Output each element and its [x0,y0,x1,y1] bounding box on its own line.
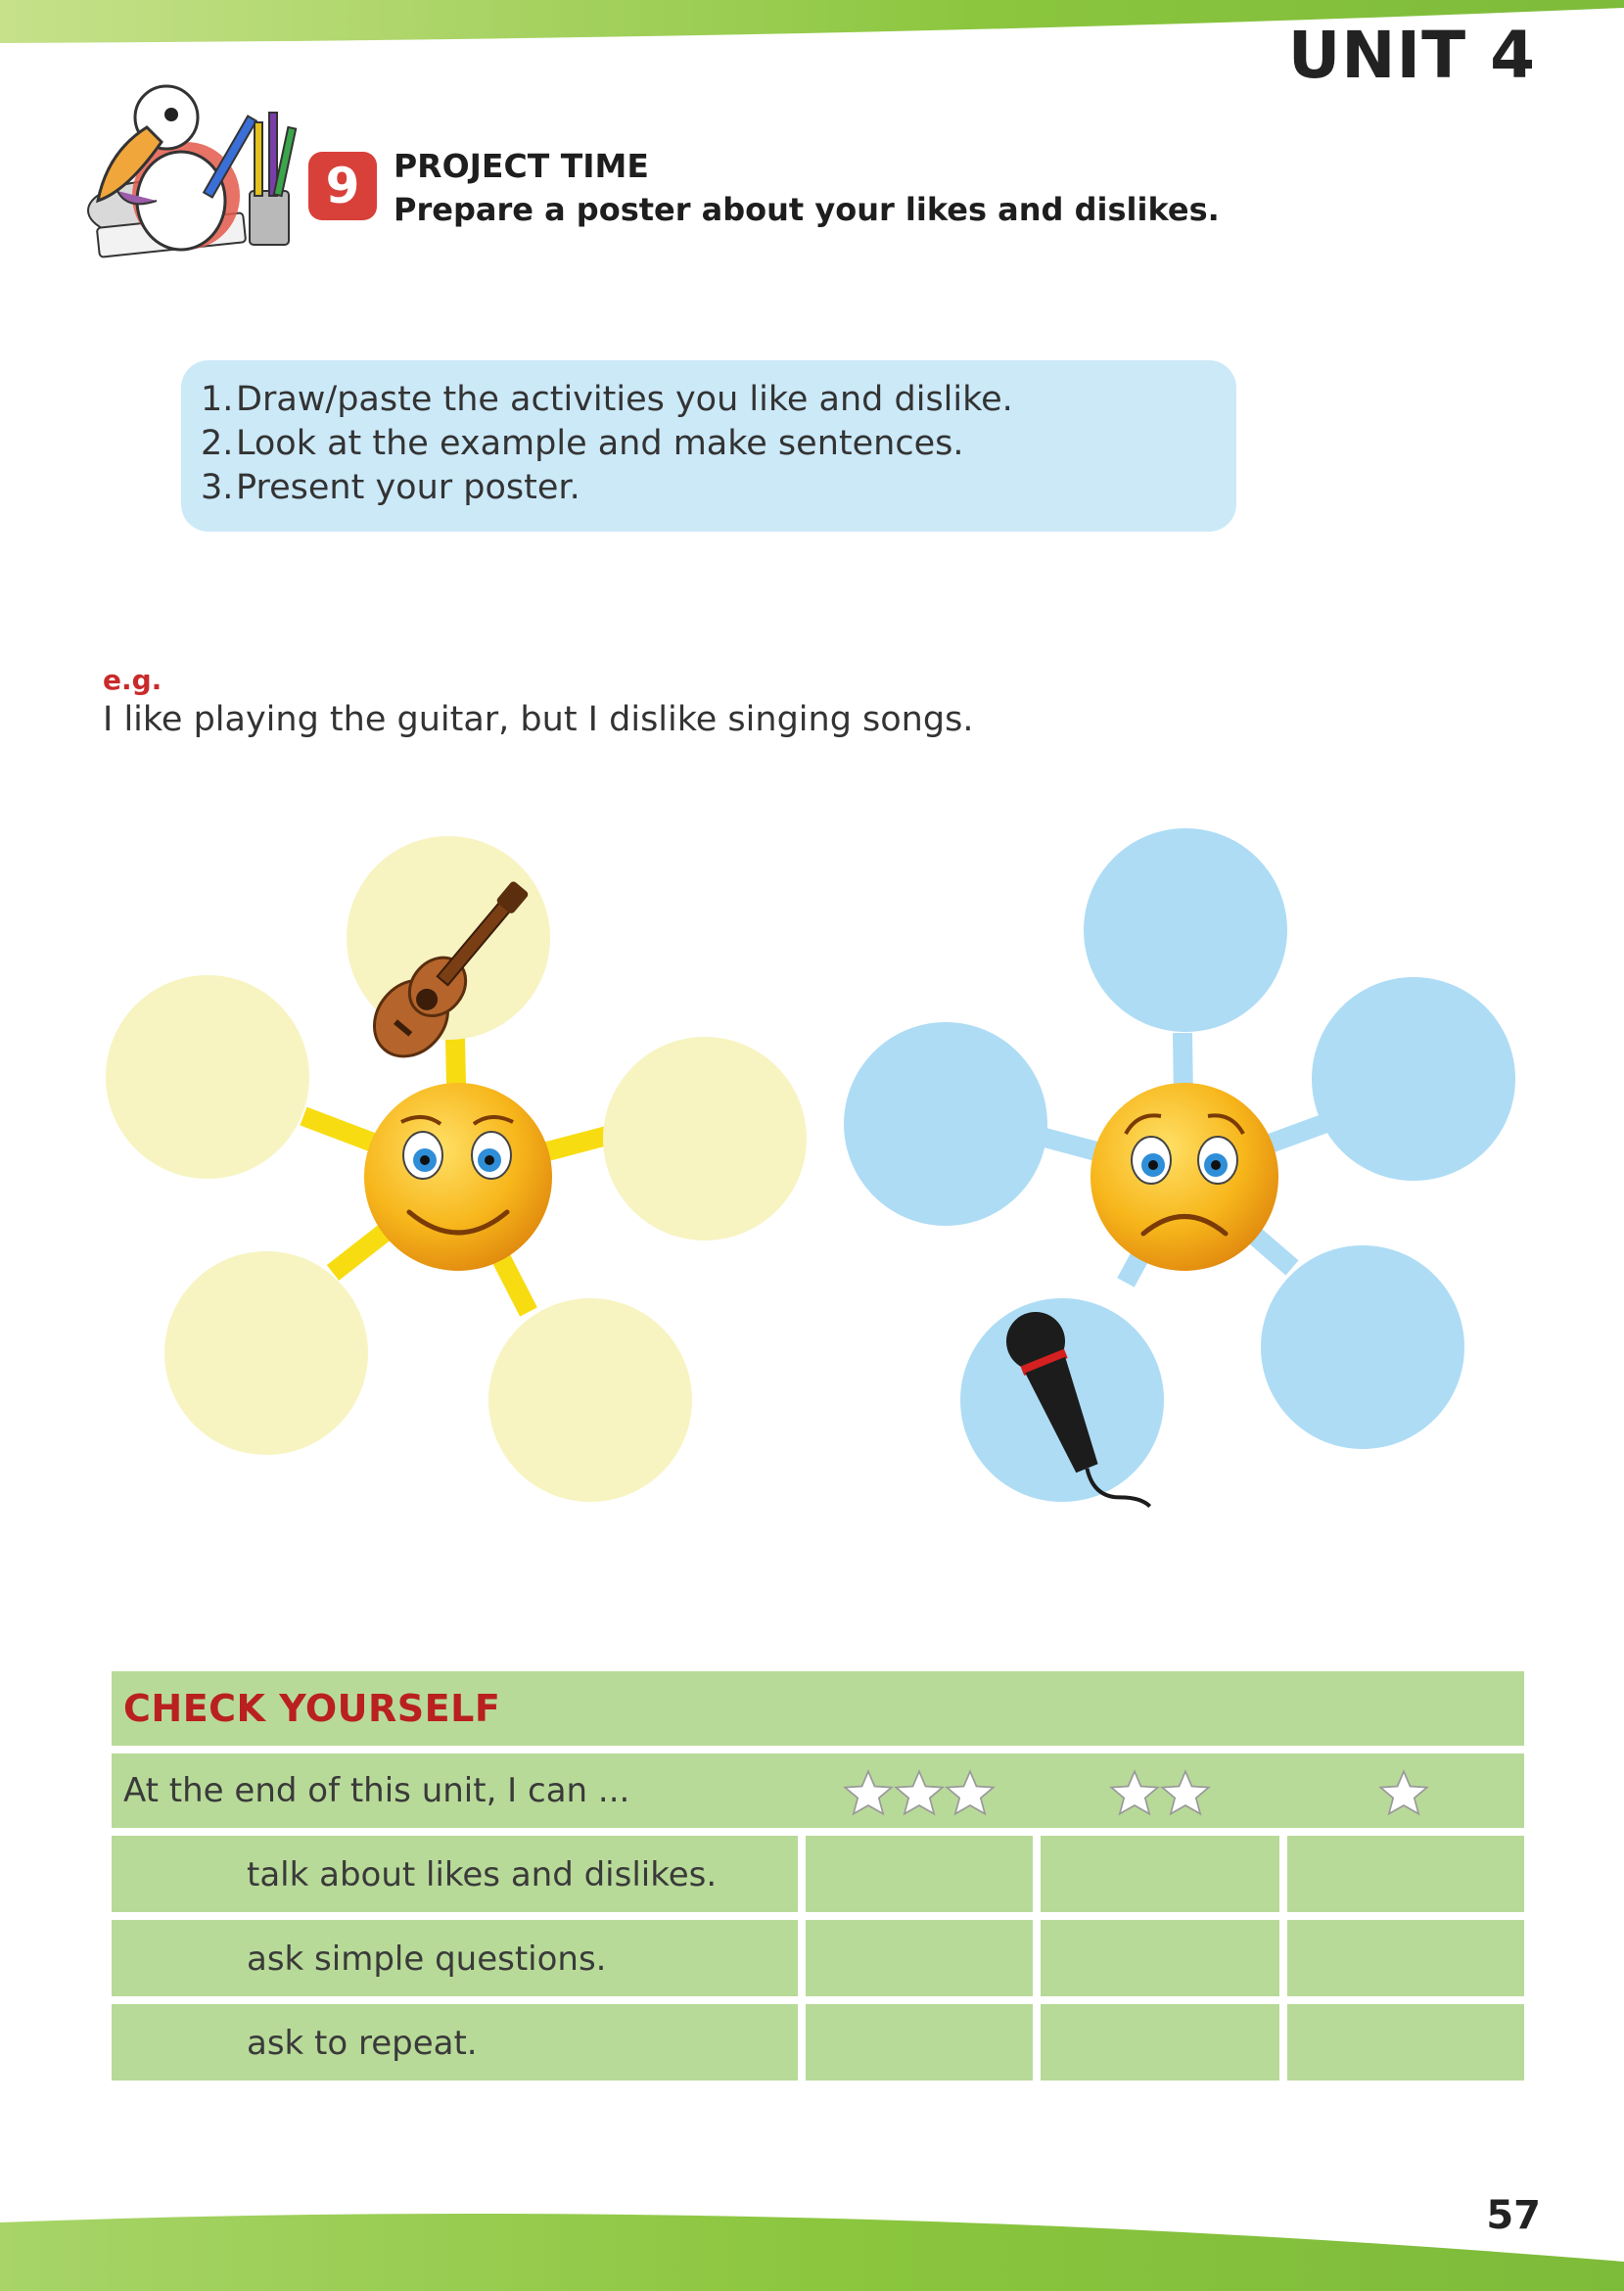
three-stars-rating [843,1769,996,1816]
rating-cell-1[interactable] [1287,1920,1524,1996]
star-icon [1378,1769,1429,1816]
dislikes-bubble [1261,1245,1464,1449]
check-item-text: ask simple questions. [247,1940,607,1979]
star-icon [843,1769,894,1816]
sad-face-icon [1090,1083,1278,1271]
likes-bubble [488,1298,692,1502]
instruction-text: Present your poster. [236,468,580,507]
instruction-number: 3. [201,468,234,507]
instruction-number: 2. [201,424,234,463]
dislikes-bubble [1312,977,1515,1181]
instruction-item [201,422,1236,466]
unit-title: UNIT 4 [1287,18,1536,93]
rating-header-row [112,1753,1524,1828]
instruction-number: 1. [201,380,234,419]
check-item-text: talk about likes and dislikes. [247,1855,718,1894]
example-label: e.g. [103,664,162,696]
rating-cell-3[interactable] [806,1836,1033,1912]
check-item-row [112,1920,1524,1996]
two-stars-rating [1109,1769,1211,1816]
star-icon [1109,1769,1160,1816]
instruction-item [201,378,1236,422]
rating-cell-3[interactable] [806,2004,1033,2081]
instruction-text: Draw/paste the activities you like and dislike. [236,380,1013,419]
likes-bubble [164,1251,368,1455]
dislikes-bubble [1084,828,1287,1032]
instruction-item [201,466,1236,510]
instructions-box [181,360,1236,532]
check-yourself-header-row [112,1671,1524,1746]
likes-bubble [106,975,309,1179]
page-number: 57 [1486,2193,1541,2238]
check-item-text: ask to repeat. [247,2024,478,2063]
instruction-text: Look at the example and make sentences. [236,424,964,463]
one-star-rating [1378,1769,1429,1816]
bottom-decorative-band [0,2154,1624,2291]
project-subtitle: Prepare a poster about your likes and dislikes. [394,191,1220,228]
star-icon [1160,1769,1211,1816]
rating-cell-2[interactable] [1041,1836,1279,1912]
example-sentence: I like playing the guitar, but I dislike singing songs. [103,700,974,739]
project-title: PROJECT TIME [394,147,649,185]
rating-cell-2[interactable] [1041,1920,1279,1996]
rating-cell-3[interactable] [806,1920,1033,1996]
rating-cell-2[interactable] [1041,2004,1279,2081]
task-number-badge: 9 [308,152,377,220]
happy-face-icon [364,1083,552,1271]
star-icon [894,1769,945,1816]
dislikes-diagram [844,828,1515,1527]
likes-bubble [603,1037,807,1240]
check-item-row [112,2004,1524,2081]
likes-dislikes-diagrams [0,822,1624,1527]
likes-diagram [106,836,807,1502]
check-yourself-title: CHECK YOURSELF [123,1687,501,1730]
rating-cell-1[interactable] [1287,2004,1524,2081]
star-icon [945,1769,996,1816]
rating-cell-1[interactable] [1287,1836,1524,1912]
check-prompt: At the end of this unit, I can ... [123,1771,630,1810]
check-item-row [112,1836,1524,1912]
dislikes-bubble [844,1022,1047,1226]
